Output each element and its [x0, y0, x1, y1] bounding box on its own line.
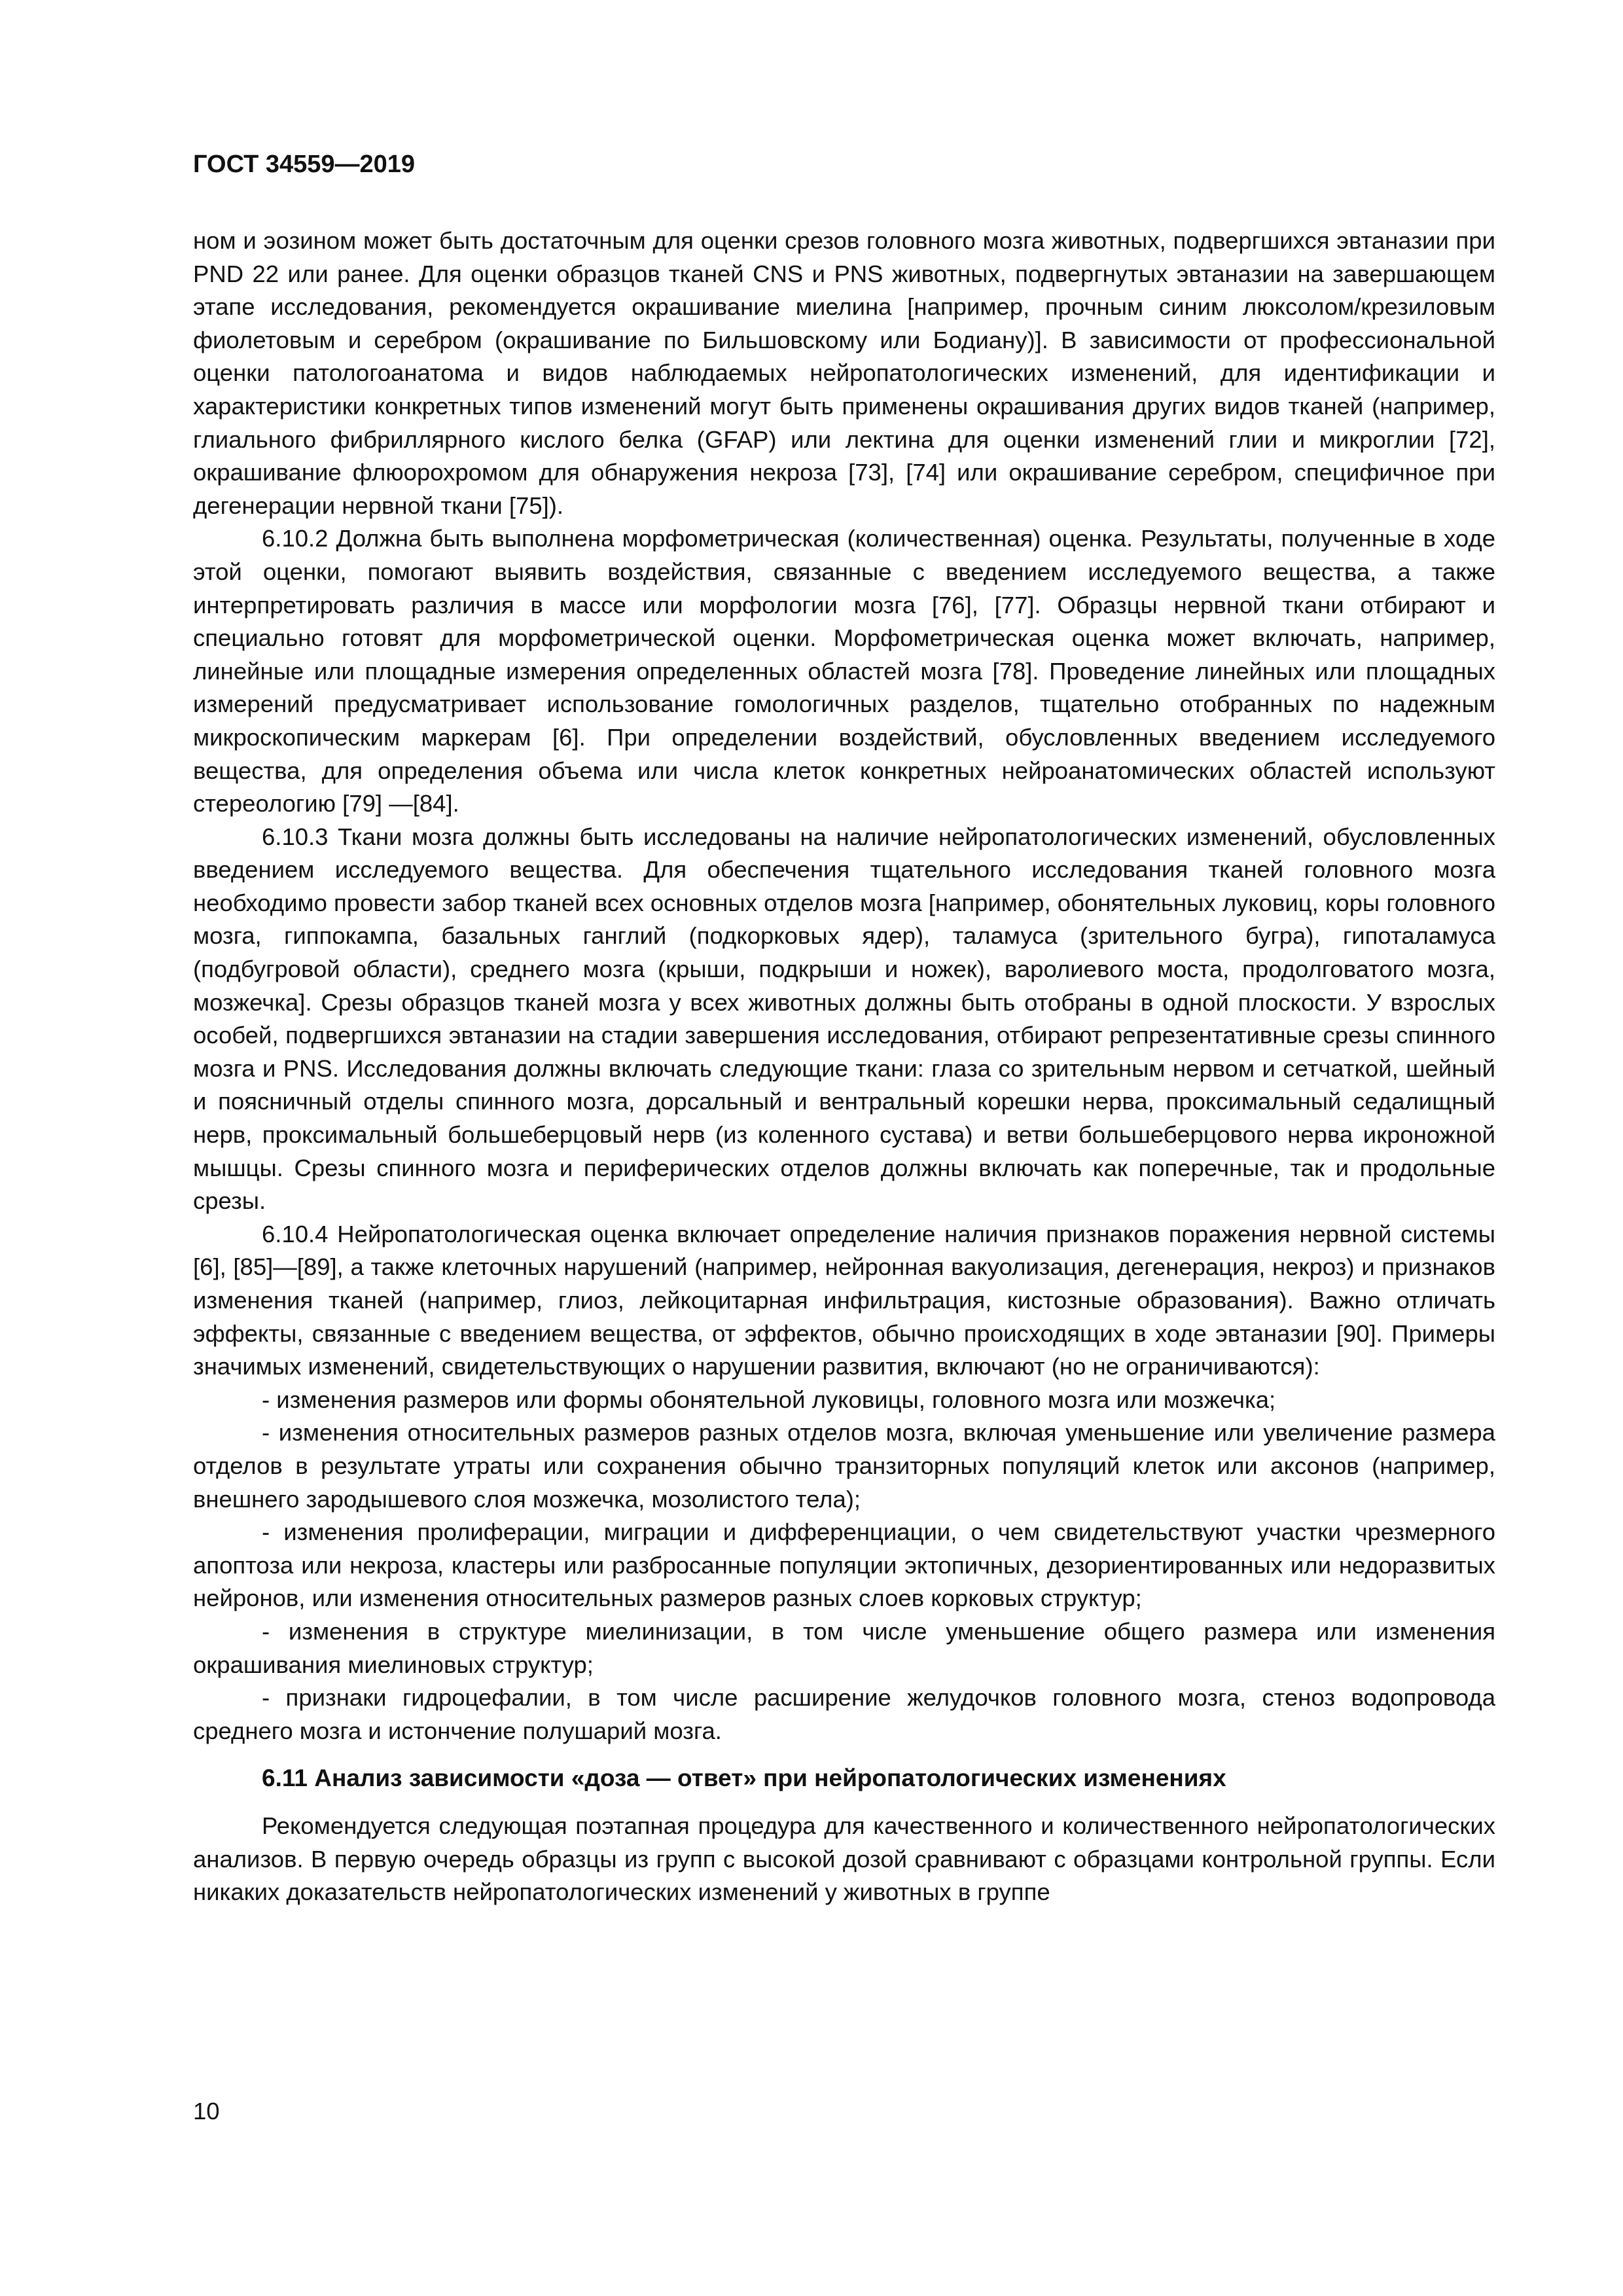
document-header-id: ГОСТ 34559—2019 [193, 151, 416, 178]
list-item: - признаки гидроцефалии, в том числе расширение желудочков головного мозга, стеноз водопровода среднего мозга и истончение полушарий мозга. [193, 1684, 1495, 1744]
list-item: - изменения в структуре миелинизации, в том числе уменьшение общего размера или изменения окрашивания миелиновых структур; [193, 1617, 1495, 1678]
list-item: - изменения относительных размеров разных отделов мозга, включая уменьшение или увеличение размера отделов в результате утраты или сохранения обычно транзиторных популяций клеток или аксонов (например, внешнего зародышевого слоя мозжечка, мозолистого тела); [193, 1419, 1495, 1513]
paragraph-6-10-3: 6.10.3 Ткани мозга должны быть исследованы на наличие нейропатологических изменений, обусловленных введением исследуемого вещества. Для обеспечения тщательного исследования тканей головного мозга необходимо провести забор тканей всех основных отделов мозга [например, обонятельных луковиц, коры головного мозга, гиппокампа, базальных ганглий (подкорковых ядер), таламуса (зрительного бугра), гипоталамуса (подбугровой области), среднего мозга (крыши, подкрыши и ножек), варолиевого моста, продолговатого мозга, мозжечка]. Срезы образцов тканей мозга у всех животных должны быть отобраны в одной плоскости. У взрослых особей, подвергшихся эвтаназии на стадии завершения исследования, отбирают репрезентативные срезы спинного мозга и PNS. Исследования должны включать следующие ткани: глаза со зрительным нервом и сетчаткой, шейный и поясничный отделы спинного мозга, дорсальный и вентральный корешки нерва, проксимальный седалищный нерв, проксимальный большеберцовый нерв (из коленного сустава) и ветви большеберцового нерва икроножной мышцы. Срезы спинного мозга и периферических отделов должны включать как поперечные, так и продольные срезы. [193, 823, 1495, 1215]
paragraph-6-10-4: 6.10.4 Нейропатологическая оценка включает определение наличия признаков поражения нервной системы [6], [85]—[89], а также клеточных нарушений (например, нейронная вакуолизация, дегенерация, некроз) и признаков изменения тканей (например, глиоз, лейкоцитарная инфильтрация, кистозные образования). Важно отличать эффекты, связанные с введением вещества, от эффектов, обычно происходящих в ходе эвтаназии [90]. Примеры значимых изменений, свидетельствующих о нарушении развития, включают (но не ограничиваются): [193, 1220, 1495, 1380]
page-number: 10 [193, 2098, 220, 2125]
paragraph-6-11-body: Рекомендуется следующая поэтапная процедура для качественного и количественного нейропатологических анализов. В первую очередь образцы из групп с высокой дозой сравнивают с образцами контрольной группы. Если никаких доказательств нейропатологических изменений у животных в группе [193, 1812, 1495, 1906]
paragraph-6-10-2: 6.10.2 Должна быть выполнена морфометрическая (количественная) оценка. Результаты, полученные в ходе этой оценки, помогают выявить воздействия, связанные с введением исследуемого вещества, а также интерпретировать различия в массе или морфологии мозга [76], [77]. Образцы нервной ткани отбирают и специально готовят для морфометрической оценки. Морфометрическая оценка может включать, например, линейные или площадные измерения определенных областей мозга [78]. Проведение линейных или площадных измерений предусматривает использование гомологичных разделов, тщательно отобранных по надежным микроскопическим маркерам [6]. При определении воздействий, обусловленных введением исследуемого вещества, для определения объема или числа клеток конкретных нейроанатомических областей используют стереологию [79] —[84]. [193, 525, 1495, 817]
section-heading-6-11: 6.11 Анализ зависимости «доза — ответ» при нейропатологических изменениях [262, 1765, 1226, 1792]
document-body [193, 224, 1495, 1909]
list-item: - изменения размеров или формы обонятельной луковицы, головного мозга или мозжечка; [262, 1386, 1276, 1413]
paragraph-continuation: ном и эозином может быть достаточным для оценки срезов головного мозга животных, подвергшихся эвтаназии при PND 22 или ранее. Для оценки образцов тканей CNS и PNS животных, подвергнутых эвтаназии на завершающем этапе исследования, рекомендуется окрашивание миелина [например, прочным синим люксолом/крезиловым фиолетовым и серебром (окрашивание по Бильшовскому или Бодиану)]. В зависимости от профессиональной оценки патологоанатома и видов наблюдаемых нейропатологических изменений, для идентификации и характеристики конкретных типов изменений могут быть применены окрашивания других видов тканей (например, глиального фибриллярного кислого белка (GFAP) или лектина для оценки изменений глии и микроглии [72], окрашивание флюорохромом для обнаружения некроза [73], [74] или окрашивание серебром, специфичное при дегенерации нервной ткани [75]). [193, 227, 1495, 519]
list-item: - изменения пролиферации, миграции и дифференциации, о чем свидетельствуют участки чрезмерного апоптоза или некроза, кластеры или разбросанные популяции эктопичных, дезориентированных или недоразвитых нейронов, или изменения относительных размеров разных слоев корковых структур; [193, 1518, 1495, 1612]
